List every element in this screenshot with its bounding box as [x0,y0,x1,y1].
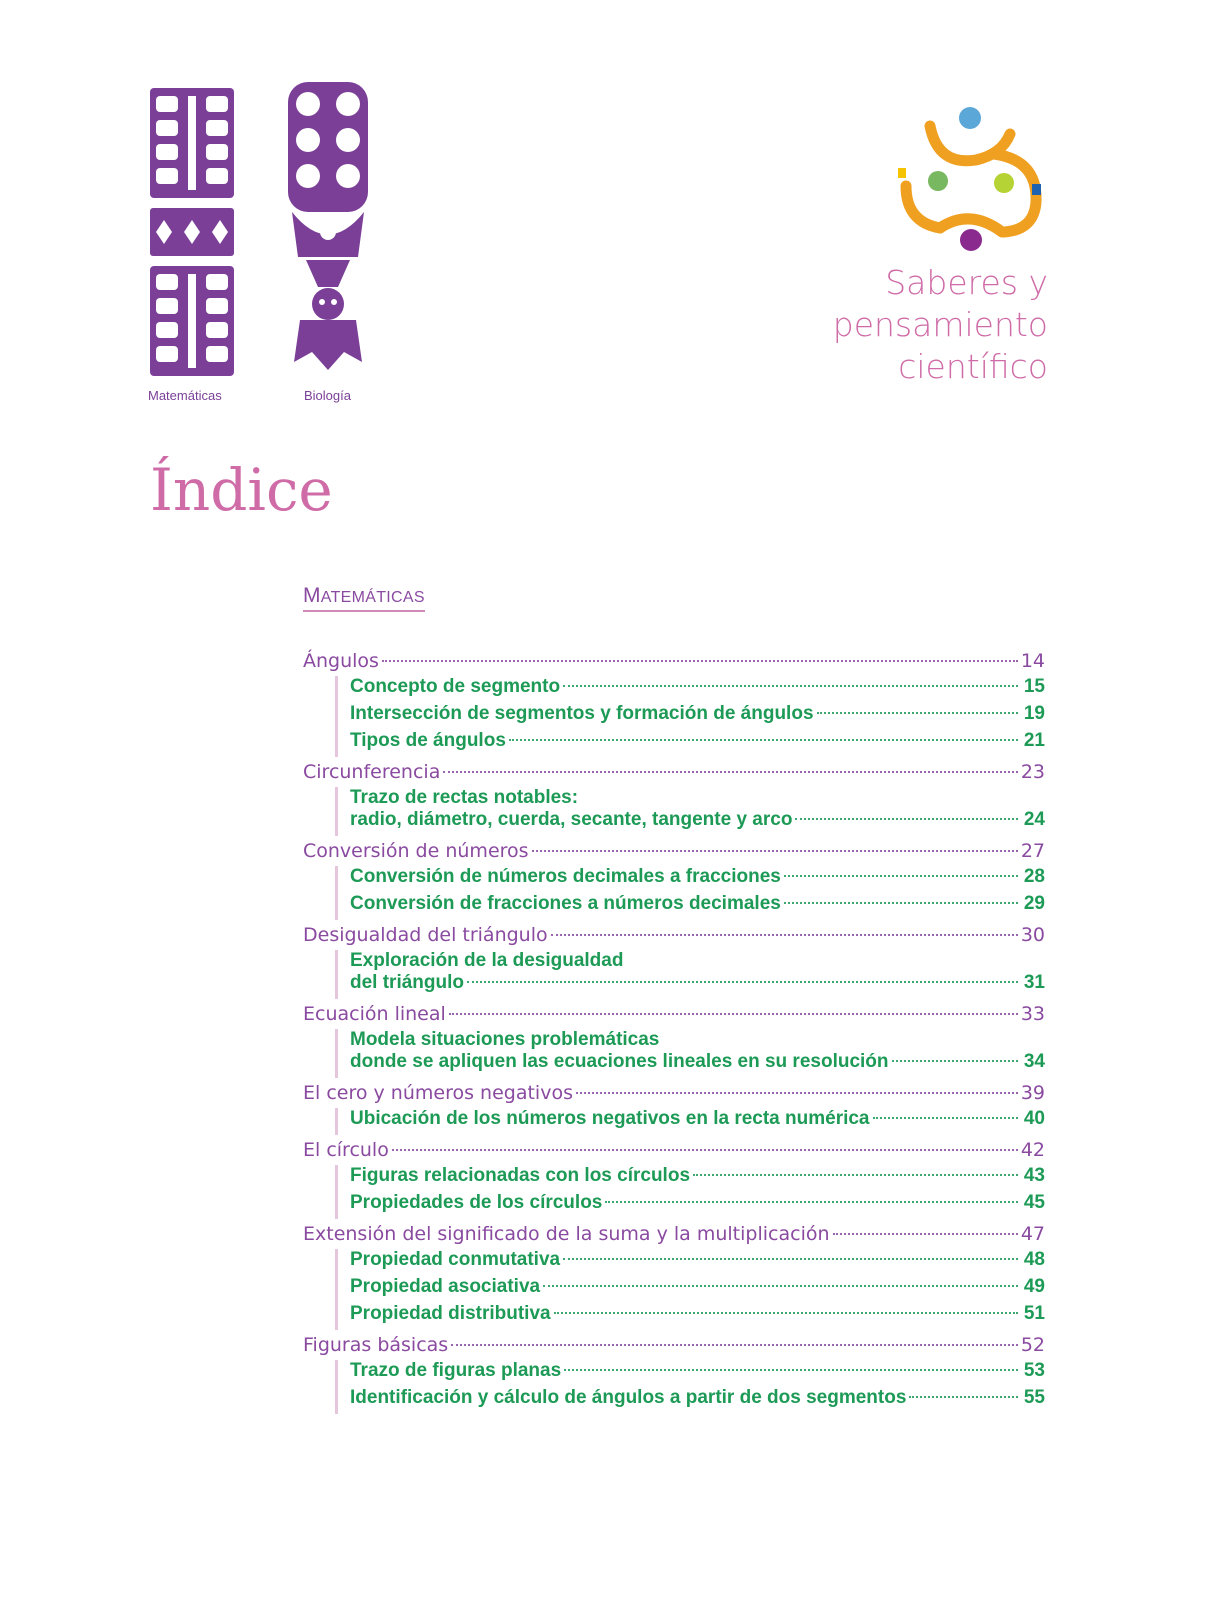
toc-subtopics-group [335,866,1045,920]
toc-chapter-entry[interactable] [303,1223,1045,1249]
toc-leader-dots [795,818,1018,820]
toc-leader-dots [551,934,1018,936]
toc-subtopics-group [335,1165,1045,1219]
toc-subtopic-title: Propiedad distributiva [350,1303,551,1324]
toc-page-number: 52 [1020,1334,1045,1356]
table-of-contents [303,646,1045,1414]
subject-heading [303,584,425,612]
toc-chapter-title: Ecuación lineal [303,1003,446,1025]
toc-leader-dots [467,981,1018,983]
toc-subtopic-entry[interactable] [350,1165,1045,1192]
toc-subtopic-title: Figuras relacionadas con los círculos [350,1165,691,1186]
toc-subtopic-title-line-1: Exploración de la desigualdad [350,950,624,971]
toc-subtopic-entry[interactable] [350,1192,1045,1219]
toc-subtopic-entry[interactable] [350,1387,1045,1414]
mathematics-ornament-label: Matemáticas [148,388,222,403]
toc-leader-dots [817,712,1018,714]
toc-subtopic-title-line-1: Trazo de rectas notables: [350,787,579,808]
toc-subtopic-entry[interactable] [350,1108,1045,1135]
toc-leader-dots [564,1369,1018,1371]
toc-leader-dots [392,1149,1018,1151]
toc-chapter-title: Extensión del significado de la suma y la multiplicación [303,1223,830,1245]
toc-subtopic-title: Conversión de números decimales a fracciones [350,866,781,887]
toc-page-number: 49 [1023,1276,1045,1297]
toc-subtopic-entry[interactable] [350,1303,1045,1330]
toc-page-number: 27 [1020,840,1045,862]
toc-leader-dots [443,771,1017,773]
toc-subtopic-entry[interactable] [350,703,1045,730]
toc-chapter-entry[interactable] [303,650,1045,676]
toc-leader-dots [509,739,1018,741]
toc-chapter-entry[interactable] [303,1139,1045,1165]
toc-page-number: 31 [1023,972,1045,993]
toc-page-number: 23 [1020,761,1045,783]
toc-page-number: 34 [1023,1051,1045,1072]
toc-leader-dots [605,1201,1018,1203]
toc-subtopic-title: Ubicación de los números negativos en la recta numérica [350,1108,870,1129]
toc-subtopics-group [335,787,1045,836]
toc-subtopic-entry[interactable] [350,809,1045,836]
toc-subtopic-title: Propiedad conmutativa [350,1249,561,1270]
toc-subtopic-title: Propiedades de los círculos [350,1192,603,1213]
toc-subtopic-title: donde se apliquen las ecuaciones lineales en su resolución [350,1051,889,1072]
toc-page-number: 53 [1023,1360,1045,1381]
toc-leader-dots [554,1312,1018,1314]
toc-page-number: 24 [1023,809,1045,830]
toc-leader-dots [543,1285,1018,1287]
toc-leader-dots [576,1092,1018,1094]
toc-subtopic-title: Concepto de segmento [350,676,561,697]
toc-chapter-title: El círculo [303,1139,389,1161]
toc-chapter-title: Conversión de números [303,840,529,862]
toc-chapter-entry[interactable] [303,1003,1045,1029]
toc-leader-dots [563,1258,1018,1260]
toc-page-number: 51 [1023,1303,1045,1324]
toc-page-number: 30 [1020,924,1045,946]
toc-leader-dots [382,660,1018,662]
toc-subtopic-title: del triángulo [350,972,464,993]
toc-subtopics-group [335,1249,1045,1330]
toc-leader-dots [784,875,1018,877]
toc-subtopics-group [335,1360,1045,1414]
toc-leader-dots [909,1396,1018,1398]
field-title-line-1: Saberes y [885,263,1048,302]
toc-subtopic-entry[interactable] [350,972,1045,999]
subject-heading-rest: ATEMÁTICAS [320,589,425,606]
biology-ornament-icon [286,82,370,370]
toc-subtopics-group [335,676,1045,757]
toc-chapter-entry[interactable] [303,924,1045,950]
toc-subtopic-title: Identificación y cálculo de ángulos a partir de dos segmentos [350,1387,907,1408]
toc-page-number: 19 [1023,703,1045,724]
toc-leader-dots [451,1344,1018,1346]
toc-subtopic-entry[interactable] [350,1051,1045,1078]
toc-subtopic-entry[interactable] [350,1276,1045,1303]
toc-page-number: 33 [1020,1003,1045,1025]
toc-subtopic-entry[interactable] [350,1360,1045,1387]
toc-page-number: 55 [1023,1387,1045,1408]
toc-subtopic-title: Conversión de fracciones a números decimales [350,893,781,914]
toc-subtopics-group [335,950,1045,999]
toc-subtopic-title: Intersección de segmentos y formación de ángulos [350,703,814,724]
field-title-line-2: pensamiento [832,305,1048,344]
toc-subtopics-group [335,1108,1045,1135]
toc-chapter-entry[interactable] [303,840,1045,866]
toc-leader-dots [693,1174,1018,1176]
toc-chapter-entry[interactable] [303,1082,1045,1108]
toc-subtopic-title: Propiedad asociativa [350,1276,541,1297]
toc-page-number: 40 [1023,1108,1045,1129]
toc-subtopic-title-line-1: Modela situaciones problemáticas [350,1029,660,1050]
toc-leader-dots [784,902,1018,904]
toc-page-number: 43 [1023,1165,1045,1186]
toc-chapter-entry[interactable] [303,761,1045,787]
toc-page-number: 42 [1020,1139,1045,1161]
toc-subtopic-entry[interactable] [350,676,1045,703]
toc-page-number: 29 [1023,893,1045,914]
toc-subtopic-title: Trazo de figuras planas [350,1360,562,1381]
page-title: Índice [150,456,333,524]
toc-page-number: 47 [1020,1223,1045,1245]
toc-page-number: 14 [1020,650,1045,672]
toc-chapter-title: Figuras básicas [303,1334,449,1356]
subject-heading-initial: M [303,584,321,607]
toc-leader-dots [833,1233,1018,1235]
toc-subtopic-title: Tipos de ángulos [350,730,506,751]
toc-chapter-title: El cero y números negativos [303,1082,573,1104]
toc-chapter-entry[interactable] [303,1334,1045,1360]
campo-formativo-logo-icon [898,104,1048,254]
toc-leader-dots [892,1060,1018,1062]
toc-page-number: 48 [1023,1249,1045,1270]
toc-subtopic-entry[interactable] [350,893,1045,920]
toc-page-number: 28 [1023,866,1045,887]
toc-leader-dots [449,1013,1018,1015]
toc-subtopic-entry[interactable] [350,1249,1045,1276]
toc-subtopic-entry[interactable] [350,866,1045,893]
toc-chapter-title: Circunferencia [303,761,441,783]
field-title-line-3: científico [898,347,1048,386]
toc-leader-dots [563,685,1018,687]
mathematics-ornament-icon [150,88,234,376]
toc-subtopics-group [335,1029,1045,1078]
toc-page-number: 21 [1023,730,1045,751]
toc-chapter-title: Desigualdad del triángulo [303,924,548,946]
toc-leader-dots [873,1117,1018,1119]
toc-subtopic-entry[interactable] [350,730,1045,757]
toc-page-number: 39 [1020,1082,1045,1104]
toc-chapter-title: Ángulos [303,650,379,672]
biology-ornament-label: Biología [304,388,351,403]
field-title [833,262,1048,388]
toc-leader-dots [532,850,1018,852]
toc-subtopic-title: radio, diámetro, cuerda, secante, tangente y arco [350,809,793,830]
toc-page-number: 45 [1023,1192,1045,1213]
toc-page-number: 15 [1023,676,1045,697]
